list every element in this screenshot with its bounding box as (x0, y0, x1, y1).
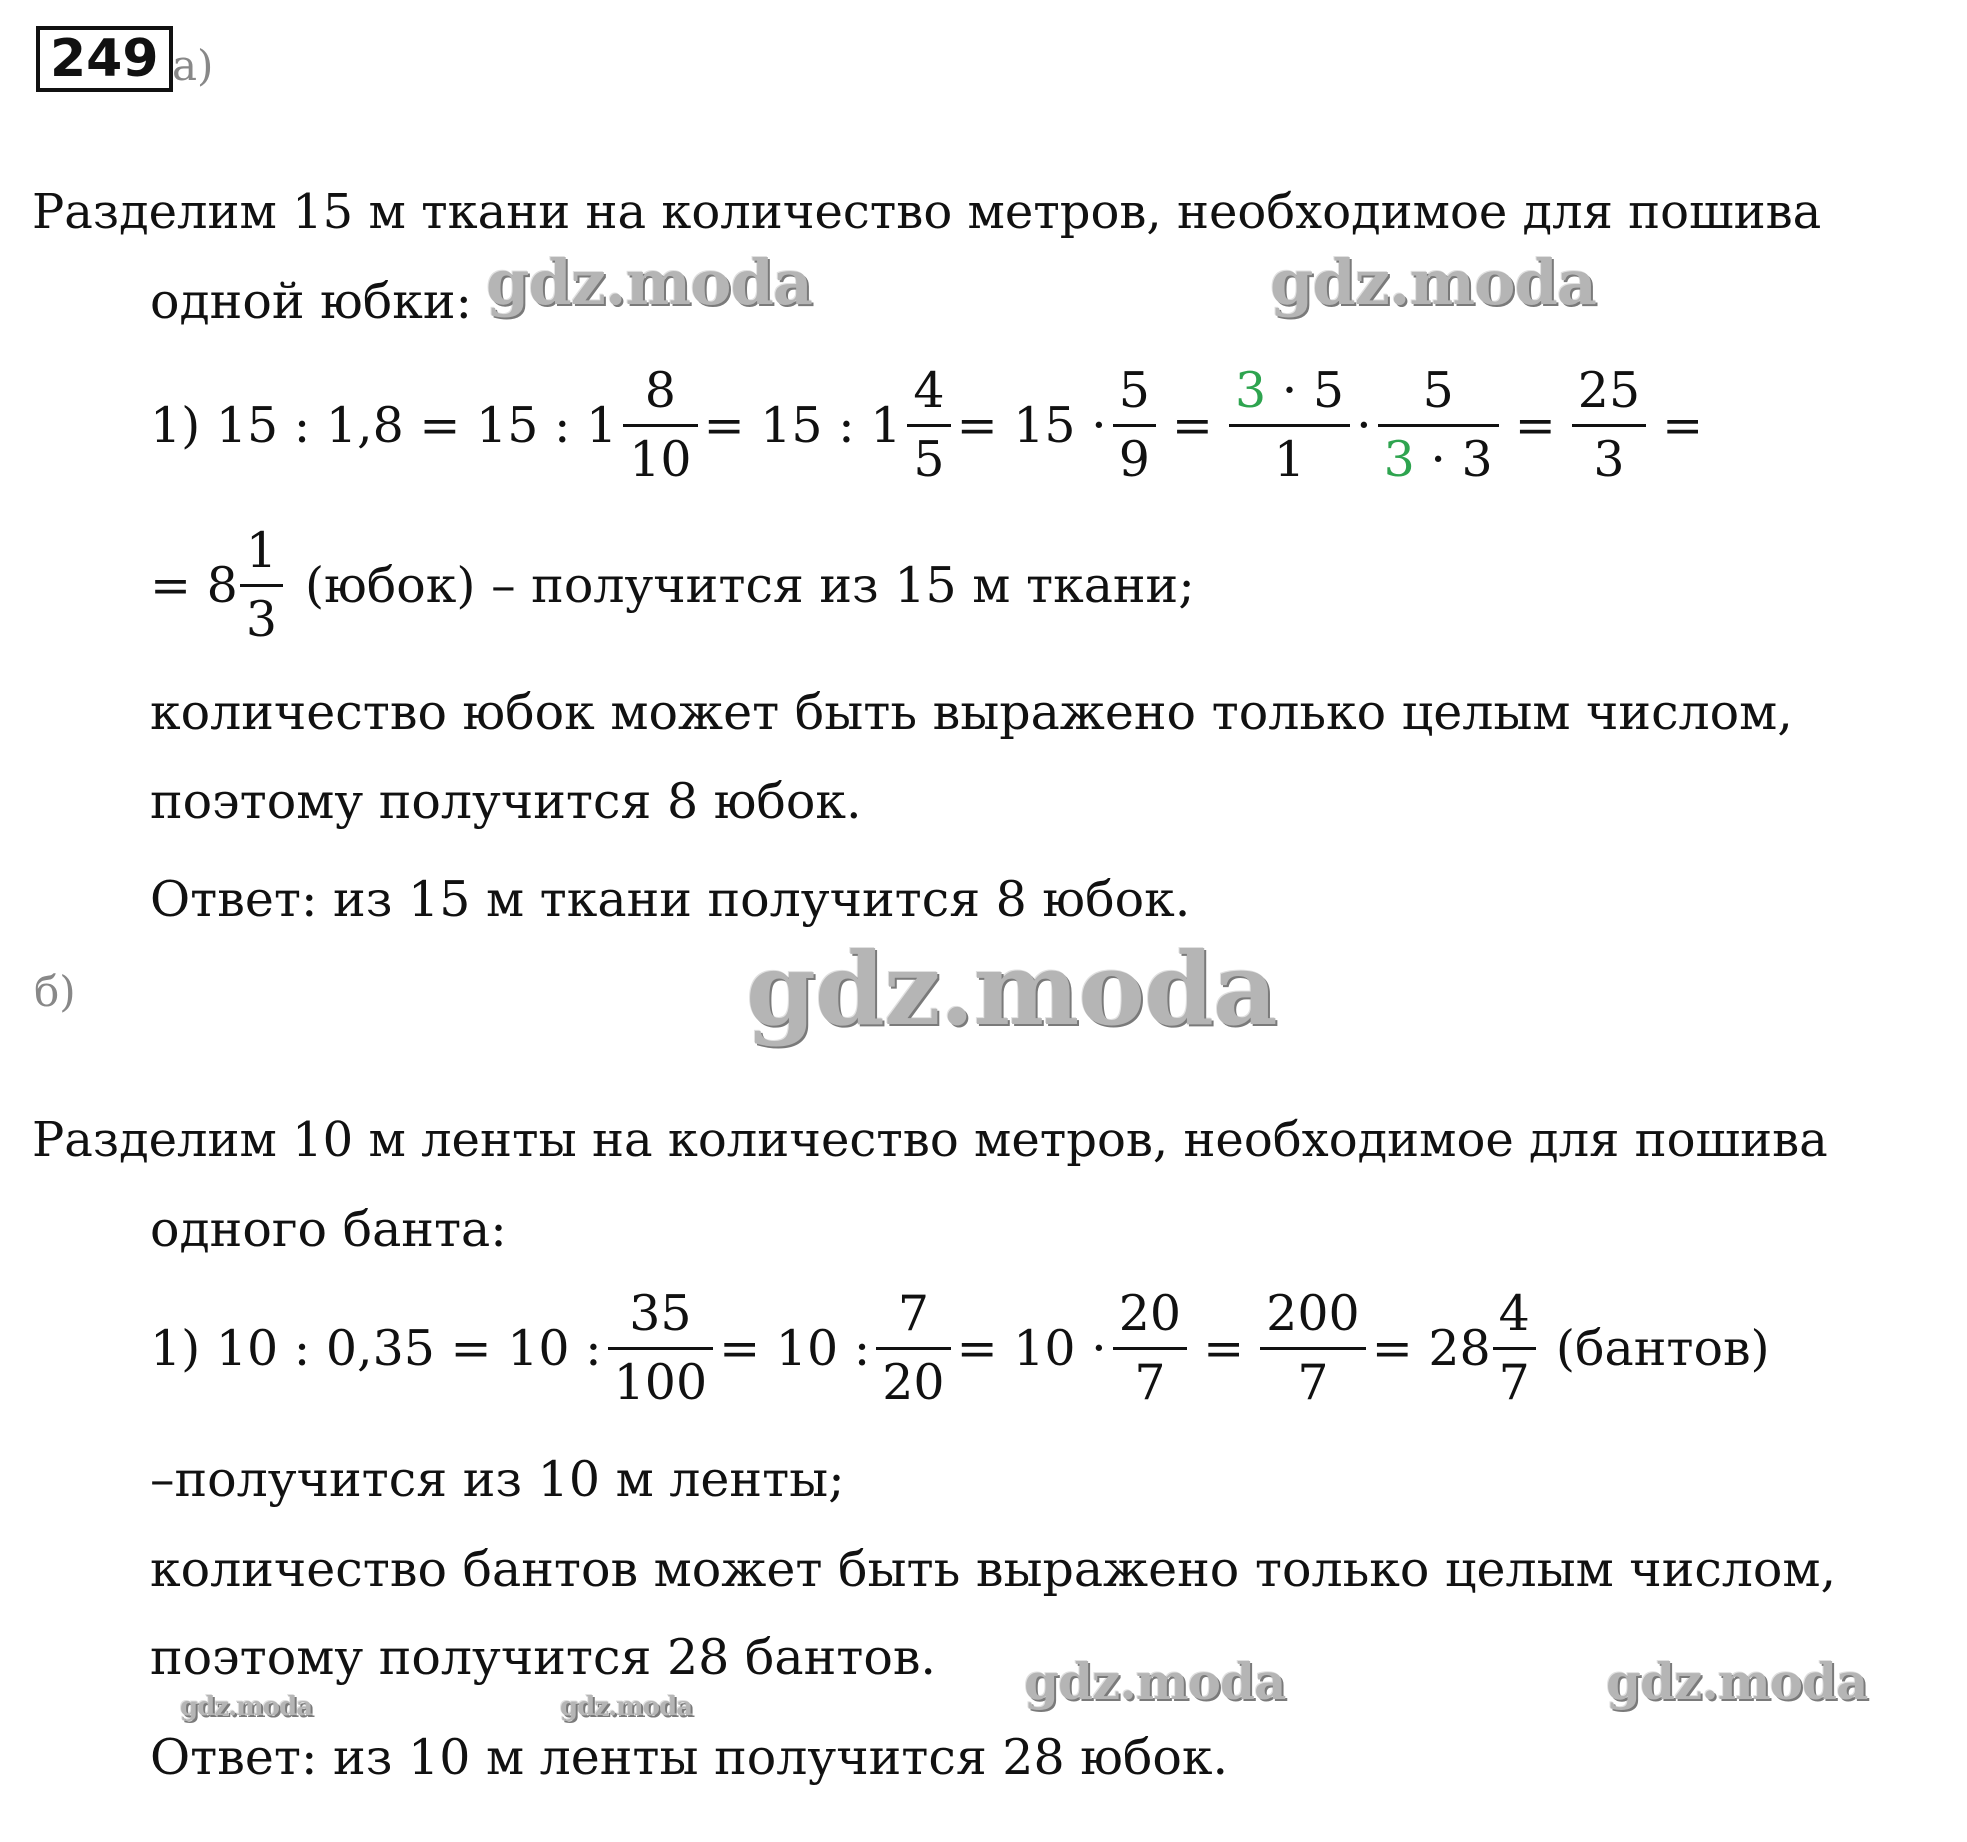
part-a-answer: Ответ: из 15 м ткани получится 8 юбок. (150, 871, 1191, 928)
eq1b-mid3: = 28 (1371, 1319, 1491, 1377)
eq1b-mid2: = 10 · (956, 1319, 1107, 1377)
part-b-answer: Ответ: из 10 м ленты получится 28 юбок. (150, 1729, 1229, 1786)
eq2-prefix: = 8 (150, 556, 238, 614)
fraction-35-100: $\frac{35}{100}$ (608, 1283, 714, 1414)
eq1b-mid1: = 10 : (719, 1319, 871, 1377)
eq1-prefix: 1) 15 : 1,8 = 15 : 1 (150, 396, 618, 454)
equals-sign: = (1514, 396, 1556, 454)
watermark: gdz.moda (746, 930, 1277, 1048)
fraction-4-5: $\frac{4}{5}$ (907, 360, 950, 491)
part-b-equation-1 (150, 1283, 1770, 1414)
part-a-so-line: поэтому получится 8 юбок. (150, 773, 862, 830)
part-b-intro-line1: Разделим 10 м ленты на количество метров, необходимое для пошива (32, 1112, 1828, 1168)
part-a-integer-note: количество юбок может быть выражено только целым числом, (150, 684, 1793, 741)
part-a-label: а) (172, 41, 214, 90)
fraction-8-10: $\frac{8}{10}$ (623, 360, 697, 491)
watermark: gdz.moda (560, 1692, 693, 1722)
eq1-mid1: = 15 : 1 (703, 396, 902, 454)
fraction-200-7: $\frac{200}{7}$ (1260, 1283, 1366, 1414)
watermark: gdz.moda (486, 246, 812, 319)
part-a-intro-line1: Разделим 15 м ткани на количество метров, необходимое для пошива (32, 184, 1822, 240)
cancel-numerator: 3 (1234, 362, 1267, 419)
part-b-integer-note: количество бантов может быть выражено только целым числом, (150, 1541, 1837, 1598)
eq1b-prefix: 1) 10 : 0,35 = 10 : (150, 1319, 602, 1377)
part-a-equation-2 (150, 520, 1195, 651)
equals-sign: = (1203, 1319, 1245, 1377)
multiply-dot: · (1356, 396, 1372, 454)
fraction-3x5-1: $\frac{3 \cdot 5}{1}$ (1229, 360, 1350, 491)
fraction-5-9: $\frac{5}{9}$ (1113, 360, 1156, 491)
fraction-1-3: $\frac{1}{3}$ (240, 520, 283, 651)
equals-sign: = (1171, 396, 1213, 454)
part-b-result-line: –получится из 10 м ленты; (150, 1451, 845, 1508)
equals-sign: = (1662, 396, 1704, 454)
task-number: 249 (36, 26, 173, 92)
part-b-so-line: поэтому получится 28 бантов. (150, 1629, 937, 1686)
fraction-4-7: $\frac{4}{7}$ (1493, 1283, 1536, 1414)
part-a-equation-1 (150, 360, 1713, 491)
part-b-label: б) (34, 967, 76, 1016)
fraction-25-3: $\frac{25}{3}$ (1572, 360, 1646, 491)
eq2-suffix: (юбок) – получится из 15 м ткани; (305, 556, 1195, 614)
watermark: gdz.moda (1270, 246, 1596, 319)
eq1b-suffix: (бантов) (1555, 1319, 1770, 1377)
watermark: gdz.moda (180, 1692, 313, 1722)
watermark: gdz.moda (1024, 1652, 1286, 1711)
part-a-intro-line2: одной юбки: (150, 273, 473, 330)
eq1-mid2: = 15 · (956, 396, 1107, 454)
cancel-denominator: 3 (1383, 431, 1415, 488)
watermark: gdz.moda (1606, 1652, 1868, 1711)
fraction-7-20: $\frac{7}{20}$ (876, 1283, 950, 1414)
fraction-20-7: $\frac{20}{7}$ (1113, 1283, 1187, 1414)
part-b-intro-line2: одного банта: (150, 1201, 507, 1258)
fraction-5-3x3: $\frac{5}{3 \cdot 3}$ (1378, 360, 1499, 491)
